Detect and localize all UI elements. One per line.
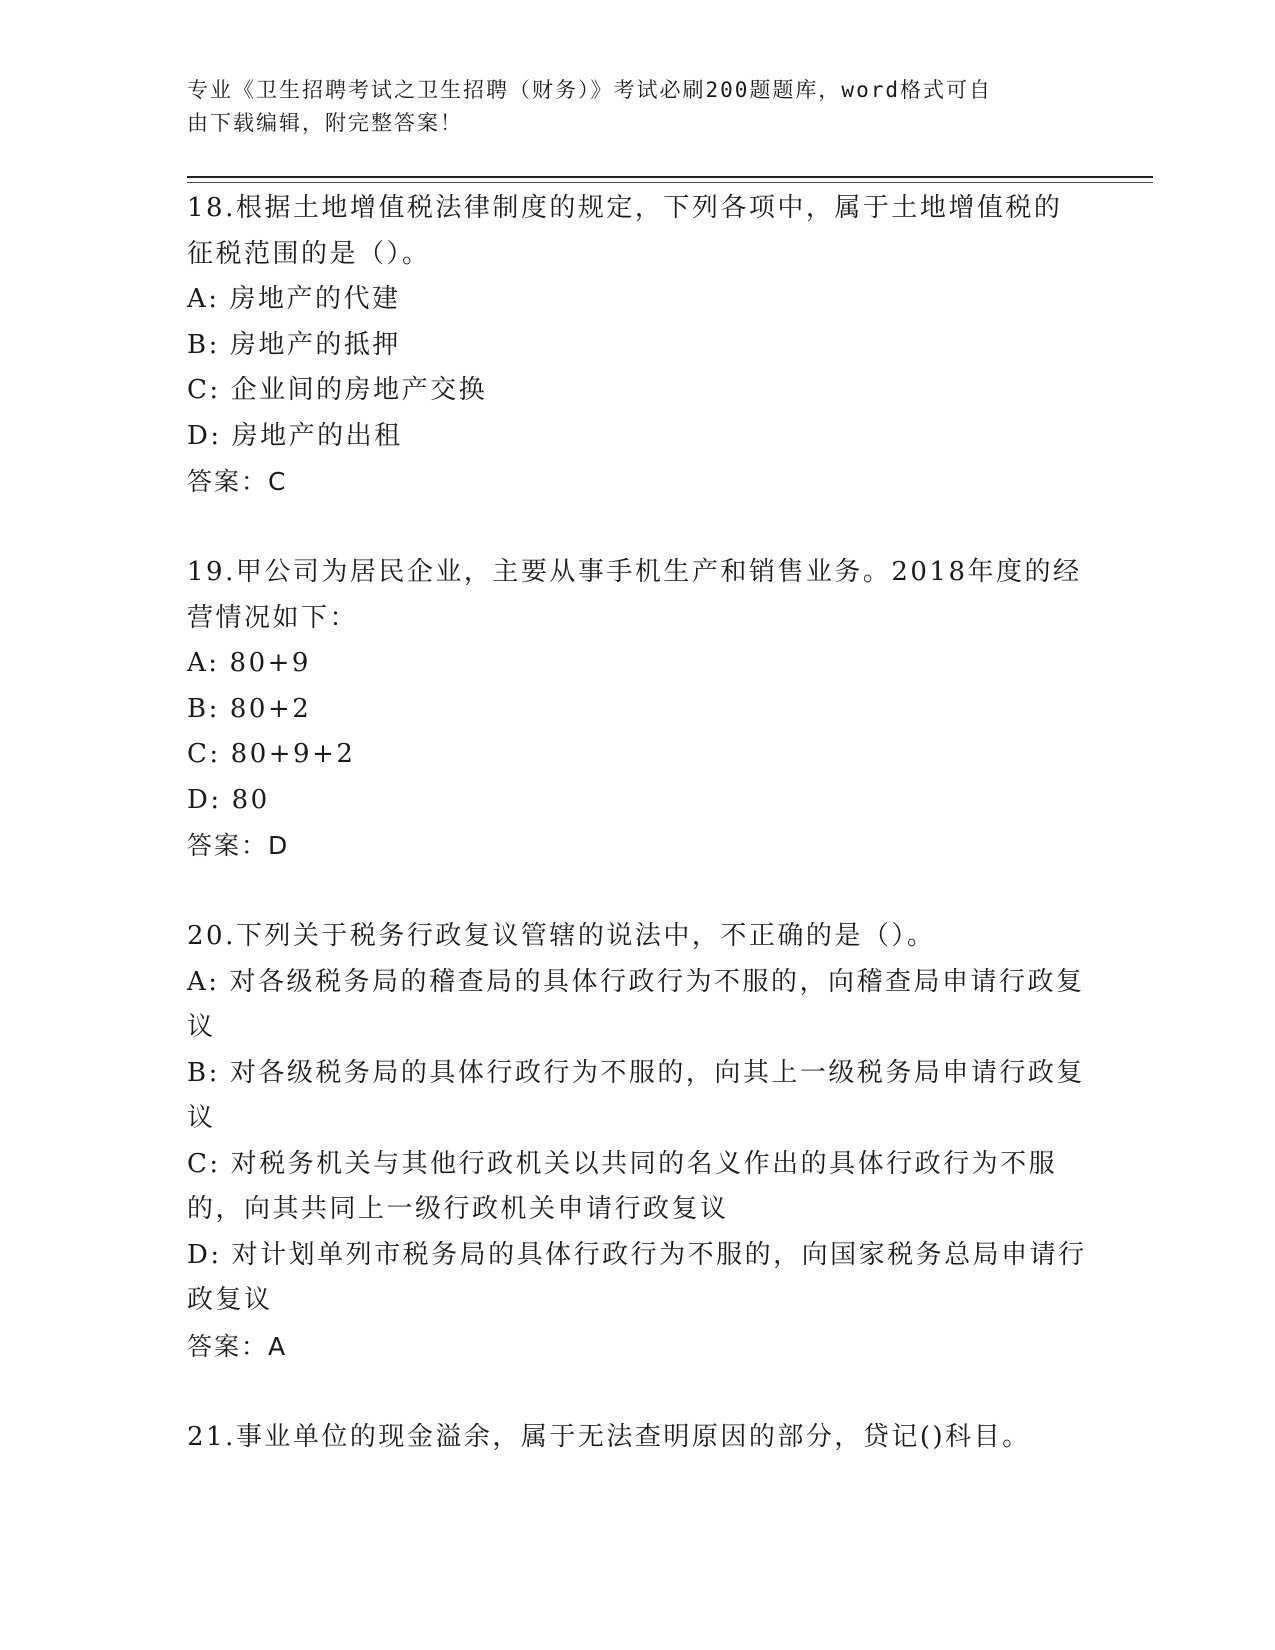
answer-line: 答案：A <box>187 1331 288 1361</box>
option-text: 房地产的代建 <box>229 284 401 314</box>
option-label: D: <box>187 420 222 451</box>
header-line-1: 专业《卫生招聘考试之卫生招聘（财务）》考试必刷200题题库，word格式可自 <box>187 78 992 102</box>
option-label: A: <box>187 648 220 678</box>
question-21 <box>187 1415 1087 1461</box>
option-d <box>187 1233 1087 1324</box>
option-c <box>187 1142 1087 1233</box>
question-19 <box>187 550 1087 869</box>
option-label: C: <box>187 1148 221 1179</box>
option-label: B: <box>187 1057 220 1088</box>
option-text: 房地产的出租 <box>231 420 403 451</box>
answer-line: 答案：C <box>187 467 288 496</box>
option-text: 80+2 <box>229 693 312 724</box>
option-label: A: <box>187 284 220 314</box>
option-a <box>187 277 1087 323</box>
option-label: B: <box>187 329 220 360</box>
option-label: C: <box>187 739 221 769</box>
question-text: 18.根据土地增值税法律制度的规定，下列各项中，属于土地增值税的征税范围的是（）。 <box>187 193 1063 269</box>
option-b <box>187 323 1087 369</box>
option-label: D: <box>187 784 222 815</box>
option-text: 对各级税务局的稽查局的具体行政行为不服的，向稽查局申请行政复议 <box>187 966 1085 1042</box>
option-label: D: <box>187 1239 222 1270</box>
option-label: C: <box>187 375 221 405</box>
option-text: 对计划单列市税务局的具体行政行为不服的，向国家税务总局申请行政复议 <box>187 1239 1087 1315</box>
answer-line: 答案：D <box>187 831 290 860</box>
header-line-2: 由下载编辑，附完整答案！ <box>187 111 463 135</box>
option-text: 房地产的抵押 <box>229 329 401 360</box>
option-a <box>187 960 1087 1051</box>
question-text: 21.事业单位的现金溢余，属于无法查明原因的部分，贷记()科目。 <box>187 1421 1031 1452</box>
option-text: 对税务机关与其他行政机关以共同的名义作出的具体行政行为不服的，向其共同上一级行政机关申请行政复议 <box>187 1148 1058 1224</box>
option-label: A: <box>187 966 220 997</box>
option-label: B: <box>187 693 220 724</box>
option-c <box>187 368 1087 414</box>
question-text: 20.下列关于税务行政复议管辖的说法中，不正确的是（）。 <box>187 921 936 951</box>
option-c <box>187 732 1087 778</box>
option-b <box>187 1051 1087 1142</box>
question-list <box>187 186 1087 1506</box>
option-text: 企业间的房地产交换 <box>230 375 488 405</box>
option-text: 对各级税务局的具体行政行为不服的，向其上一级税务局申请行政复议 <box>187 1057 1085 1133</box>
document-header <box>187 74 1067 140</box>
header-divider-thin <box>187 182 1153 183</box>
question-20 <box>187 914 1087 1369</box>
option-d <box>187 778 1087 824</box>
question-text: 19.甲公司为居民企业，主要从事手机生产和销售业务。2018年度的经营情况如下： <box>187 557 1082 633</box>
option-a <box>187 641 1087 687</box>
option-d <box>187 414 1087 460</box>
option-text: 80+9+2 <box>230 739 356 769</box>
option-text: 80 <box>231 784 270 815</box>
question-18 <box>187 186 1087 505</box>
option-b <box>187 687 1087 733</box>
option-text: 80+9 <box>229 648 311 678</box>
header-divider-thick <box>187 176 1153 178</box>
